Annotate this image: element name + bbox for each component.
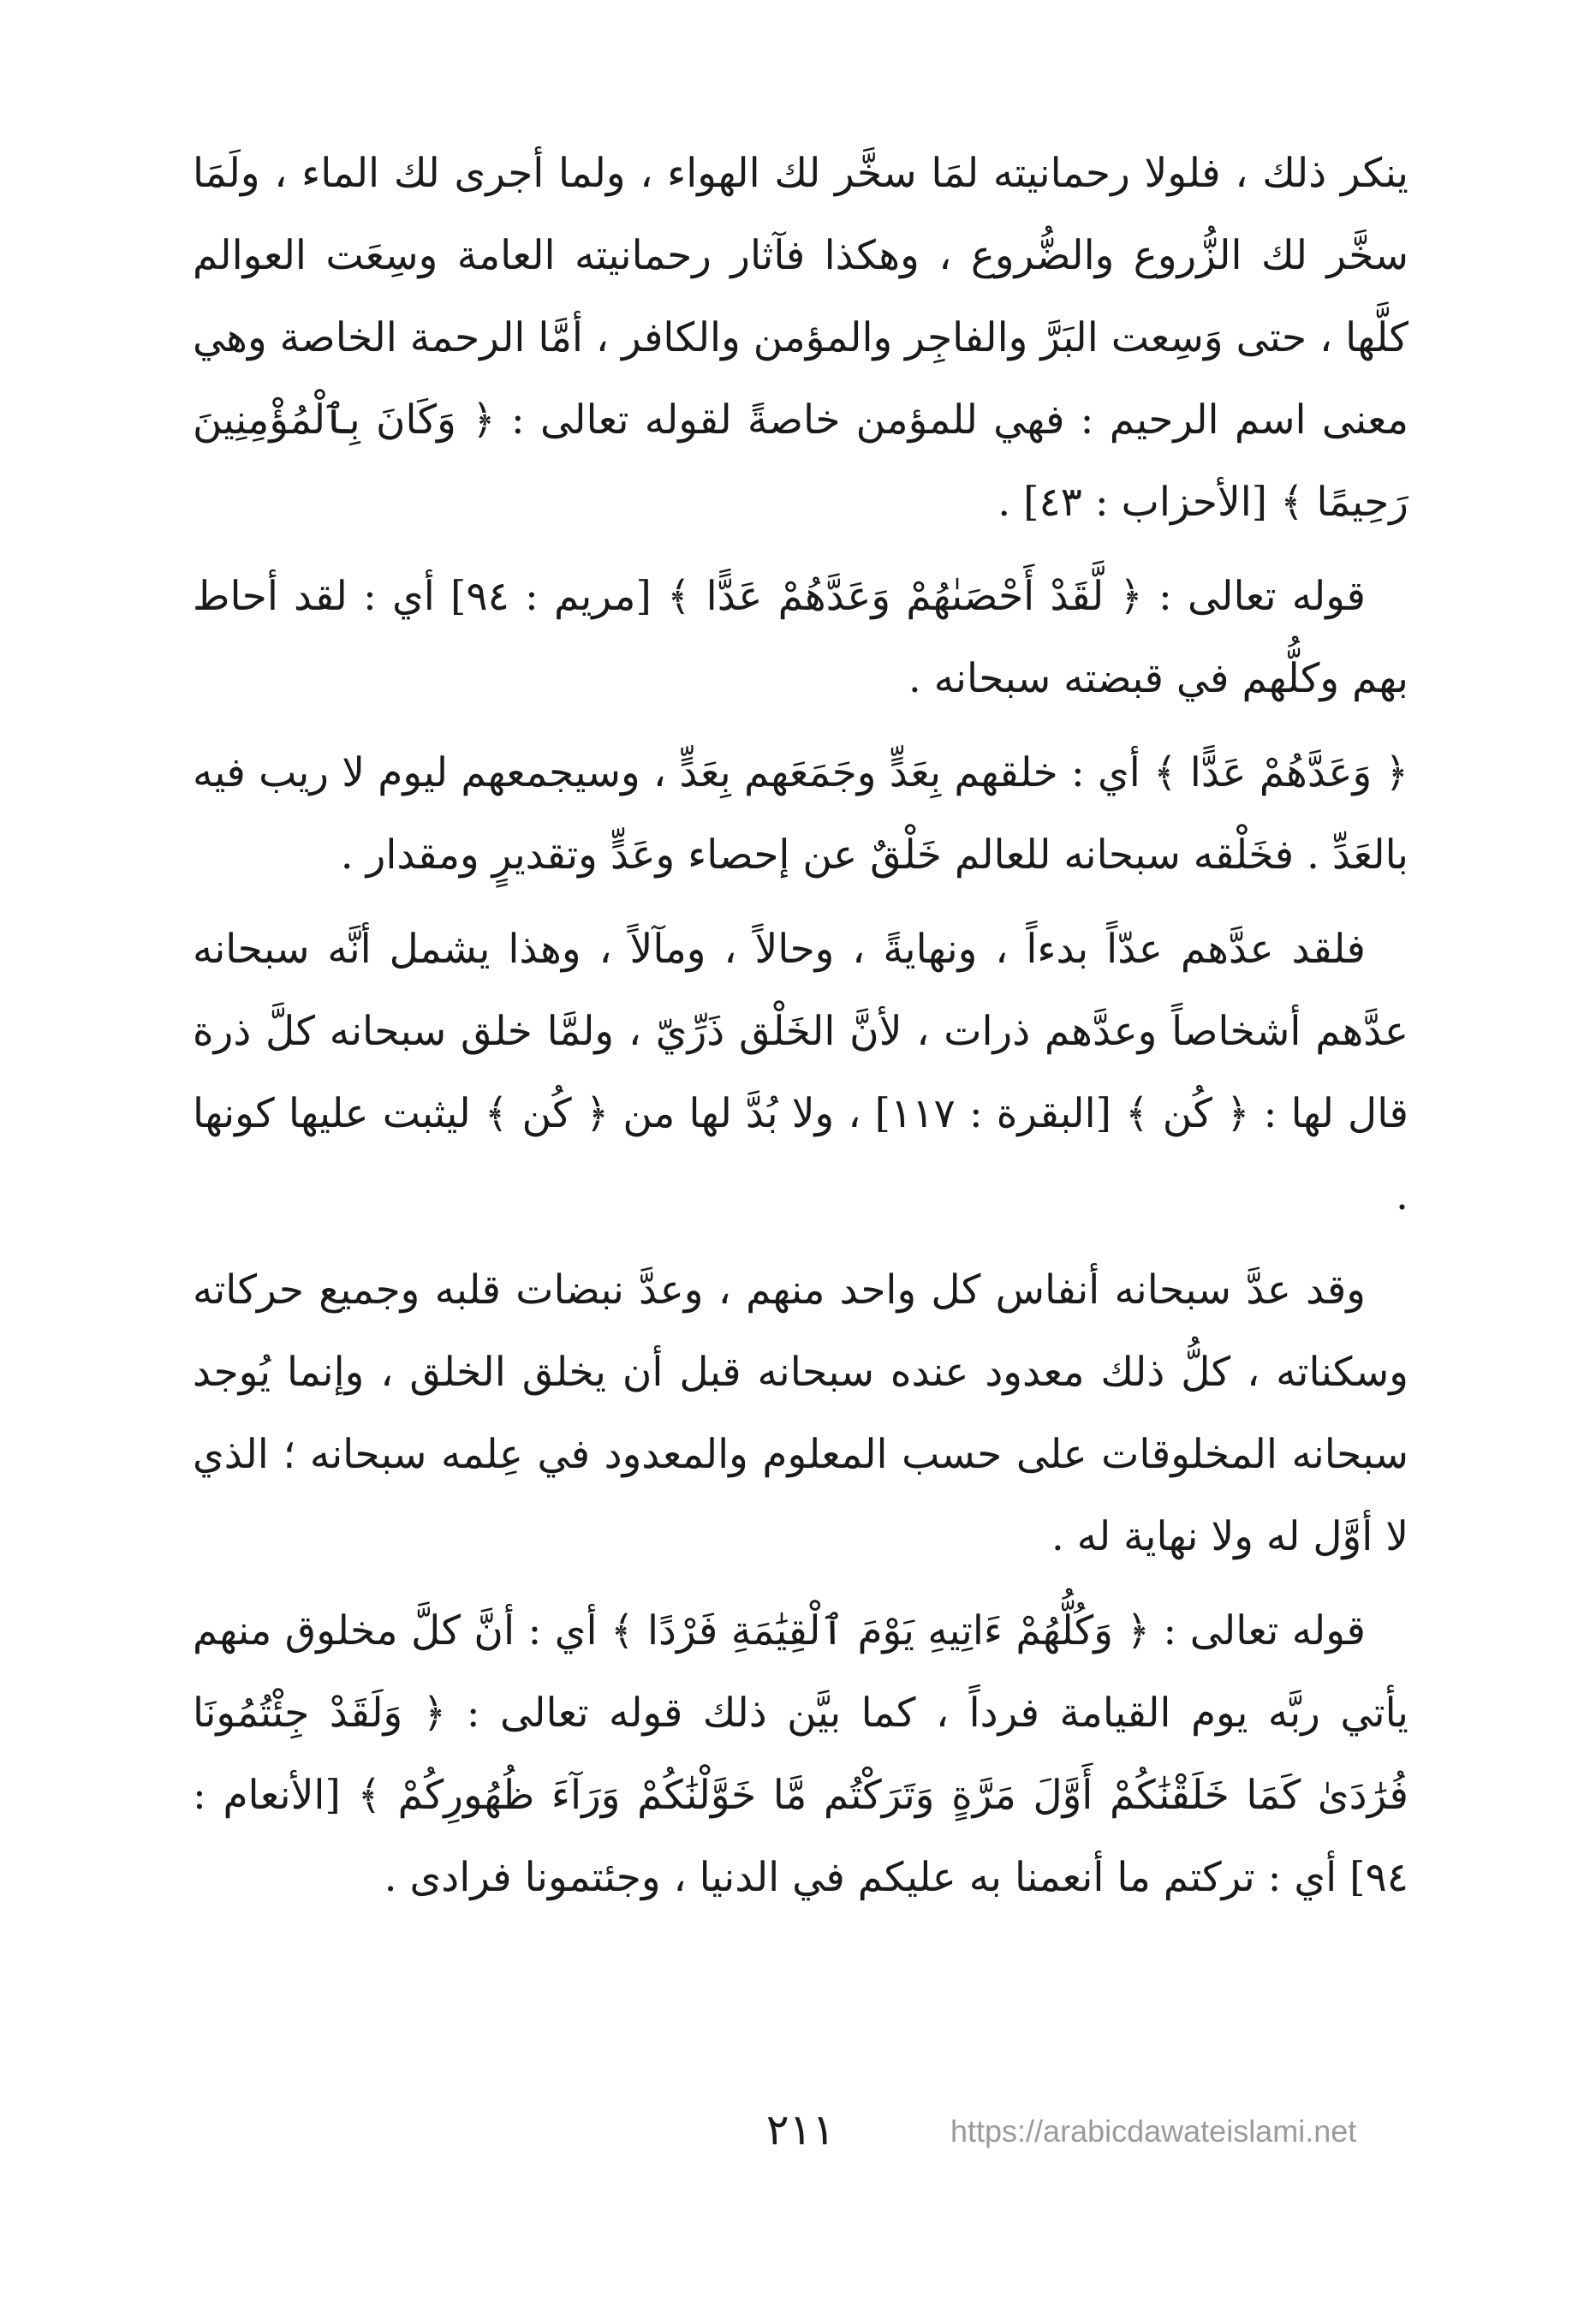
paragraph: فلقد عدَّهم عدّاً بدءاً ، ونهايةً ، وحالاً ، ومآلاً ، وهذا يشمل أنَّه سبحانه عدَّهم أشخاصاً وعدَّهم ذرات ، لأنَّ الخَلْق ذَرِّيّ ، ولمَّا خلق سبحانه كلَّ ذرة قال لها : ﴿ كُن ﴾ [البقرة : ١١٧] ، ولا بُدَّ لها من ﴿ كُن ﴾ ليثبت عليها كونها . — [193, 926, 1408, 1219]
paragraph: وقد عدَّ سبحانه أنفاس كل واحد منهم ، وعدَّ نبضات قلبه وجميع حركاته وسكناته ، كلُّ ذلك معدود عنده سبحانه قبل أن يخلق الخلق ، وإنما يُوجد سبحانه المخلوقات على حسب المعلوم والمعدود في عِلمه سبحانه ؛ الذي لا أوَّل له ولا نهاية له . — [193, 1267, 1408, 1560]
paragraph: ﴿ وَعَدَّهُمْ عَدًّا ﴾ أي : خلقهم بِعَدٍّ وجَمَعَهم بِعَدٍّ ، وسيجمعهم ليوم لا ريب فيه بالعَدِّ . فخَلْقه سبحانه للعالم خَلْقٌ عن إحصاء وعَدٍّ وتقديرٍ ومقدار . — [193, 749, 1408, 879]
watermark-url: https://arabicdawateislami.net — [950, 2113, 1357, 2149]
page-body-text — [193, 133, 1408, 1919]
paragraph: قوله تعالى : ﴿ لَّقَدْ أَحْصَىٰهُمْ وَعَدَّهُمْ عَدًّا ﴾ [مريم : ٩٤] أي : لقد أحاط بهم وكلُّهم في قبضته سبحانه . — [193, 573, 1408, 702]
paragraph: قوله تعالى : ﴿ وَكُلُّهُمْ ءَاتِيهِ يَوْمَ ٱلْقِيَٰمَةِ فَرْدًا ﴾ أي : أنَّ كلَّ مخلوق منهم يأتي ربَّه يوم القيامة فرداً ، كما بيَّن ذلك قوله تعالى : ﴿ وَلَقَدْ جِئْتُمُونَا فُرَٰدَىٰ كَمَا خَلَقْنَٰكُمْ أَوَّلَ مَرَّةٍ وَتَرَكْتُم مَّا خَوَّلْنَٰكُمْ وَرَآءَ ظُهُورِكُمْ ﴾ [الأنعام : ٩٤] أي : تركتم ما أنعمنا به عليكم في الدنيا ، وجئتمونا فرادى . — [193, 1607, 1408, 1901]
page-number: ٢١١ — [765, 2105, 836, 2155]
paragraph: ينكر ذلك ، فلولا رحمانيته لمَا سخَّر لك الهواء ، ولما أجرى لك الماء ، ولَمَا سخَّر لك الزُّروع والضُّروع ، وهكذا فآثار رحمانيته العامة وسِعَت العوالم كلَّها ، حتى وَسِعت البَرَّ والفاجِر والمؤمن والكافر ، أمَّا الرحمة الخاصة وهي معنى اسم الرحيم : فهي للمؤمن خاصةً لقوله تعالى : ﴿ وَكَانَ بِٱلْمُؤْمِنِينَ رَحِيمًا ﴾ [الأحزاب : ٤٣] . — [193, 150, 1408, 526]
